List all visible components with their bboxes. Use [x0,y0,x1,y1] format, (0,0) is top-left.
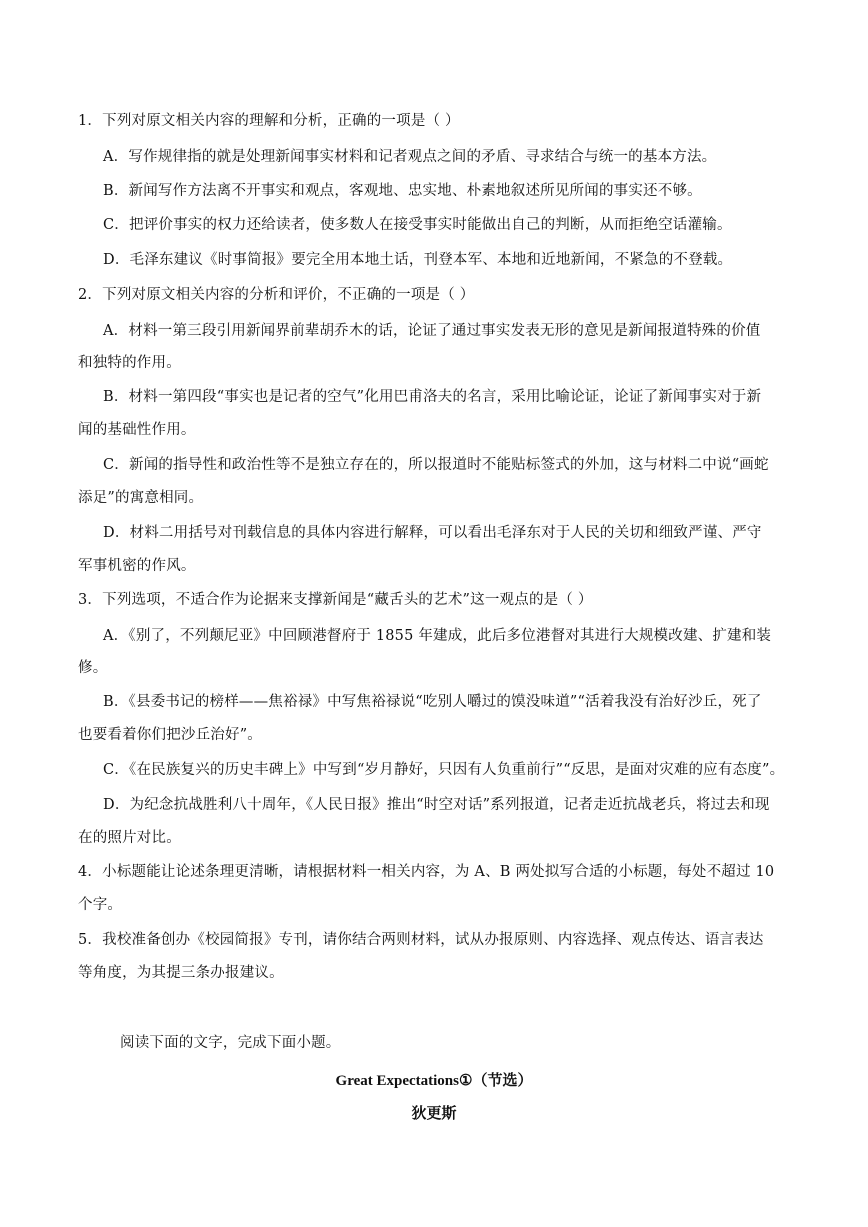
question-2-option-D: 军事机密的作风。 [78,558,196,574]
question-2-option-D: D．材料二用括号对刊载信息的具体内容进行解释，可以看出毛泽东对于人民的关切和细致严谨、严守 [103,525,762,541]
question-2-option-B: B．材料一第四段“事实也是记者的空气”化用巴甫洛夫的名言，采用比喻论证，论证了新闻事实对于新 [103,389,762,405]
question-3-option-C: C．《在民族复兴的历史丰碑上》中写到“岁月静好，只因有人负重前行”“反思，是面对灾难的应有态度”。 [103,762,785,778]
question-1-option-C: C．把评价事实的权力还给读者，使多数人在接受事实时能做出自己的判断，从而拒绝空话灌输。 [103,217,732,233]
question-3-option-A: 修。 [78,660,108,676]
question-1-text: 1．下列对原文相关内容的理解和分析，正确的一项是（ ） [78,113,460,129]
question-3-option-B: 也要看着你们把沙丘治好”。 [78,727,263,743]
question-3-text: 3．下列选项，不适合作为论据来支撑新闻是“藏舌头的艺术”这一观点的是（ ） [78,592,593,608]
question-1-option-A: A．写作规律指的就是处理新闻事实材料和记者观点之间的矛盾、寻求结合与统一的基本方法。 [103,149,717,165]
question-3-option-D: D．为纪念抗战胜利八十周年，《人民日报》推出“时空对话”系列报道，记者走近抗战老兵，将过去和现 [103,797,770,813]
question-3-option-B: B．《县委书记的榜样——焦裕禄》中写焦裕禄说“吃别人嚼过的馍没味道”“活着我没有治好沙丘，死了 [103,694,762,710]
question-1-option-B: B．新闻写作方法离不开事实和观点，客观地、忠实地、朴素地叙述所见所闻的事实还不够。 [103,183,702,199]
question-2-text: 2．下列对原文相关内容的分析和评价，不正确的一项是（ ） [78,287,475,303]
footnote-marker: ① [459,1071,473,1089]
passage-title [0,1070,868,1091]
question-2-option-B: 闻的基础性作用。 [78,422,196,438]
question-5-text: 5．我校准备创办《校园简报》专刊，请你结合两则材料，试从办报原则、内容选择、观点传达、语言表达 [78,932,764,948]
passage-author: 狄更斯 [411,1104,457,1122]
question-2-option-A: 和独特的作用。 [78,355,181,371]
question-2-option-C: 添足”的寓意相同。 [78,490,204,506]
question-5-text: 等角度，为其提三条办报建议。 [78,965,284,981]
question-1-option-D: D．毛泽东建议《时事简报》要完全用本地土话，刊登本军、本地和近地新闻，不紧急的不登载。 [103,252,733,268]
passage-title-english: Great Expectations [335,1073,459,1089]
passage-title-suffix: （节选） [472,1071,533,1089]
question-2-option-A: A．材料一第三段引用新闻界前辈胡乔木的话，论证了通过事实发表无形的意见是新闻报道特殊的价值 [103,323,761,339]
question-4-text: 4．小标题能让论述条理更清晰，请根据材料一相关内容，为 A、B 两处拟写合适的小标题，每处不超过 10 [78,864,775,880]
question-4-text: 个字。 [78,897,123,913]
question-2-option-C: C．新闻的指导性和政治性等不是独立存在的，所以报道时不能贴标签式的外加，这与材料二中说“画蛇 [103,457,769,473]
question-3-option-A: A．《别了，不列颠尼亚》中回顾港督府于 1855 年建成，此后多位港督对其进行大规模改建、扩建和装 [103,628,772,644]
reading-instruction: 阅读下面的文字，完成下面小题。 [120,1035,341,1051]
question-3-option-D: 在的照片对比。 [78,830,181,846]
